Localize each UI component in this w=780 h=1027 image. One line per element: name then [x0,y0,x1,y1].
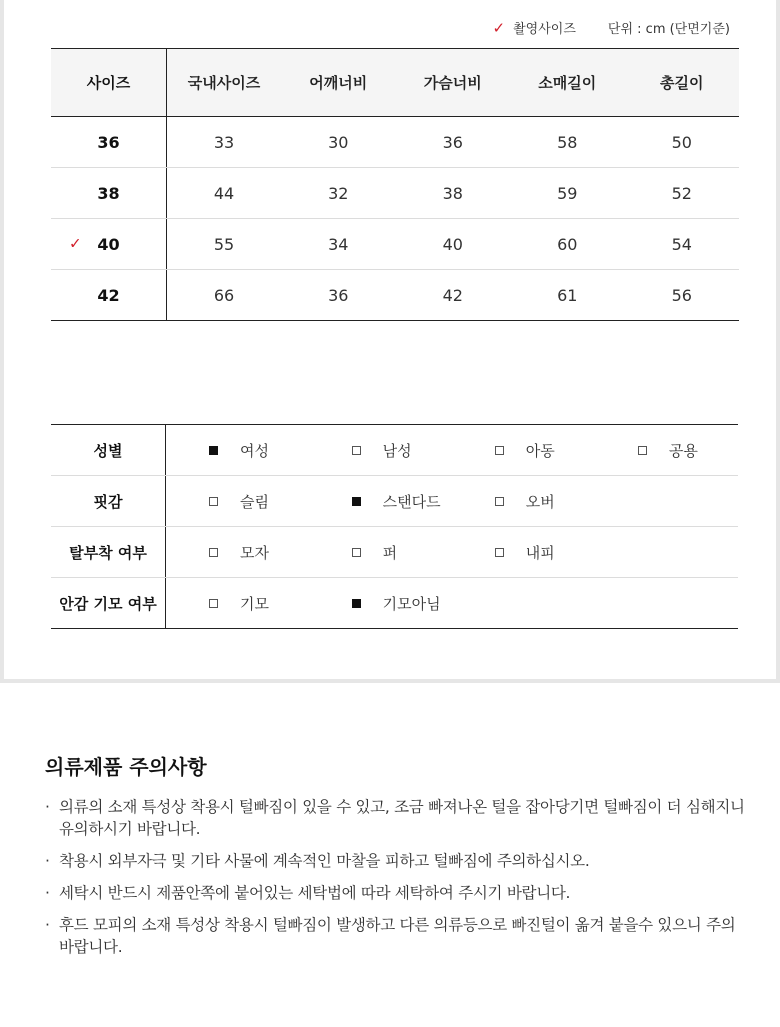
bullet-icon: · [45,852,50,870]
option-cell [166,527,309,578]
measurement-cell: 54 [625,219,740,270]
checked-box-icon [352,599,361,608]
option-label: 공용 [668,441,698,460]
attribute-table [51,424,738,629]
checked-box-icon [209,446,218,455]
size-cell [51,270,167,321]
bullet-icon: · [45,916,50,934]
bullet-icon: · [45,884,50,902]
size-value: 38 [97,183,120,203]
checked-box-icon [352,497,361,506]
size-cell [51,168,167,219]
attribute-label: 핏감 [51,476,166,527]
size-table [51,48,739,321]
measurement-cell: 60 [510,219,625,270]
measurement-cell: 32 [281,168,396,219]
option-label: 퍼 [382,543,398,562]
size-value: 40 [97,234,120,254]
care-item [45,796,745,840]
unchecked-box-icon [209,599,218,608]
unchecked-box-icon [352,446,361,455]
option-label: 남성 [382,441,412,460]
option-cell [166,476,309,527]
unit-label: 단위 : cm (단면기준) [607,22,730,37]
size-value: 42 [97,285,120,305]
option-cell [309,527,452,578]
care-text: 의류의 소재 특성상 착용시 털빠짐이 있을 수 있고, 조금 빠져나온 털을 잡아당기면 털빠짐이 더 심해지니 유의하시기 바랍니다. [59,798,745,838]
measured-size-label: 촬영사이즈 [513,22,576,37]
option-cell [452,425,595,476]
measurement-cell: 33 [167,117,282,168]
size-row [51,270,739,321]
measurement-cell: 40 [396,219,511,270]
measurement-cell: 42 [442,285,463,305]
size-table-header [51,49,739,117]
header-size: 사이즈 [51,49,167,117]
measurement-cell: 66 [213,285,235,305]
option-label: 기모아님 [382,594,441,613]
option-label: 모자 [240,543,269,562]
measurement-cell: 34 [281,219,396,270]
header-total-length: 총길이 [625,49,740,117]
unchecked-box-icon [495,446,504,455]
legend-row [493,18,730,37]
attribute-label: 안감 기모 여부 [51,578,166,629]
option-label: 슬림 [240,492,269,511]
option-cell [595,527,738,578]
option-label: 여성 [240,441,269,460]
care-list [45,796,745,968]
option-cell [309,476,452,527]
option-cell [309,425,452,476]
measurement-cell: 30 [281,117,396,168]
measurement-cell: 59 [510,168,625,219]
attribute-label: 성별 [51,425,166,476]
option-cell [309,578,452,629]
care-text: 착용시 외부자극 및 기타 사물에 계속적인 마찰을 피하고 털빠짐에 주의하십시오. [59,852,590,870]
measurement-cell: 52 [625,168,740,219]
option-label: 스탠다드 [382,492,441,511]
header-chest: 가슴너비 [396,49,511,117]
measurement-cell: 56 [671,285,692,305]
measurement-cell: 50 [625,117,740,168]
measurement-cell: 36 [328,285,349,305]
care-text: 후드 모피의 소재 특성상 착용시 털빠짐이 발생하고 다른 의류등으로 빠진털이 옮겨 붙을수 있으니 주의 바랍니다. [59,916,736,956]
care-title: 의류제품 주의사항 [45,755,207,779]
option-cell [452,527,595,578]
care-item [45,850,745,872]
unchecked-box-icon [209,548,218,557]
option-cell [595,476,738,527]
measurement-cell: 44 [167,168,282,219]
size-cell [51,219,167,270]
check-icon: ✓ [69,234,82,253]
option-cell [595,425,738,476]
unchecked-box-icon [495,548,504,557]
option-label: 기모 [240,594,269,613]
unchecked-box-icon [209,497,218,506]
attribute-row [51,578,738,629]
bullet-icon: · [45,798,50,816]
header-domestic-size: 국내사이즈 [167,49,282,117]
option-label: 내피 [525,543,555,562]
measurement-cell: 58 [510,117,625,168]
attribute-row [51,476,738,527]
measurement-cell: 38 [396,168,511,219]
care-item [45,882,745,904]
measurement-cell: 61 [557,285,578,305]
size-value: 36 [97,132,120,152]
size-row [51,219,739,270]
size-cell [51,117,167,168]
care-item [45,914,745,958]
attribute-row [51,425,738,476]
unchecked-box-icon [495,497,504,506]
option-cell [166,425,309,476]
option-cell [452,476,595,527]
unchecked-box-icon [352,548,361,557]
unchecked-box-icon [638,446,647,455]
option-cell [595,578,738,629]
attribute-label: 탈부착 여부 [51,527,166,578]
option-cell [452,578,595,629]
measurement-cell: 36 [396,117,511,168]
check-icon: ✓ [492,18,506,37]
option-label: 오버 [525,492,555,511]
option-cell [166,578,309,629]
header-sleeve: 소매길이 [510,49,625,117]
size-row [51,168,739,219]
measurement-cell: 55 [167,219,282,270]
size-row [51,117,739,168]
option-label: 아동 [525,441,555,460]
attribute-row [51,527,738,578]
header-shoulder: 어깨너비 [281,49,396,117]
care-text: 세탁시 반드시 제품안쪽에 붙어있는 세탁법에 따라 세탁하여 주시기 바랍니다. [59,884,571,902]
